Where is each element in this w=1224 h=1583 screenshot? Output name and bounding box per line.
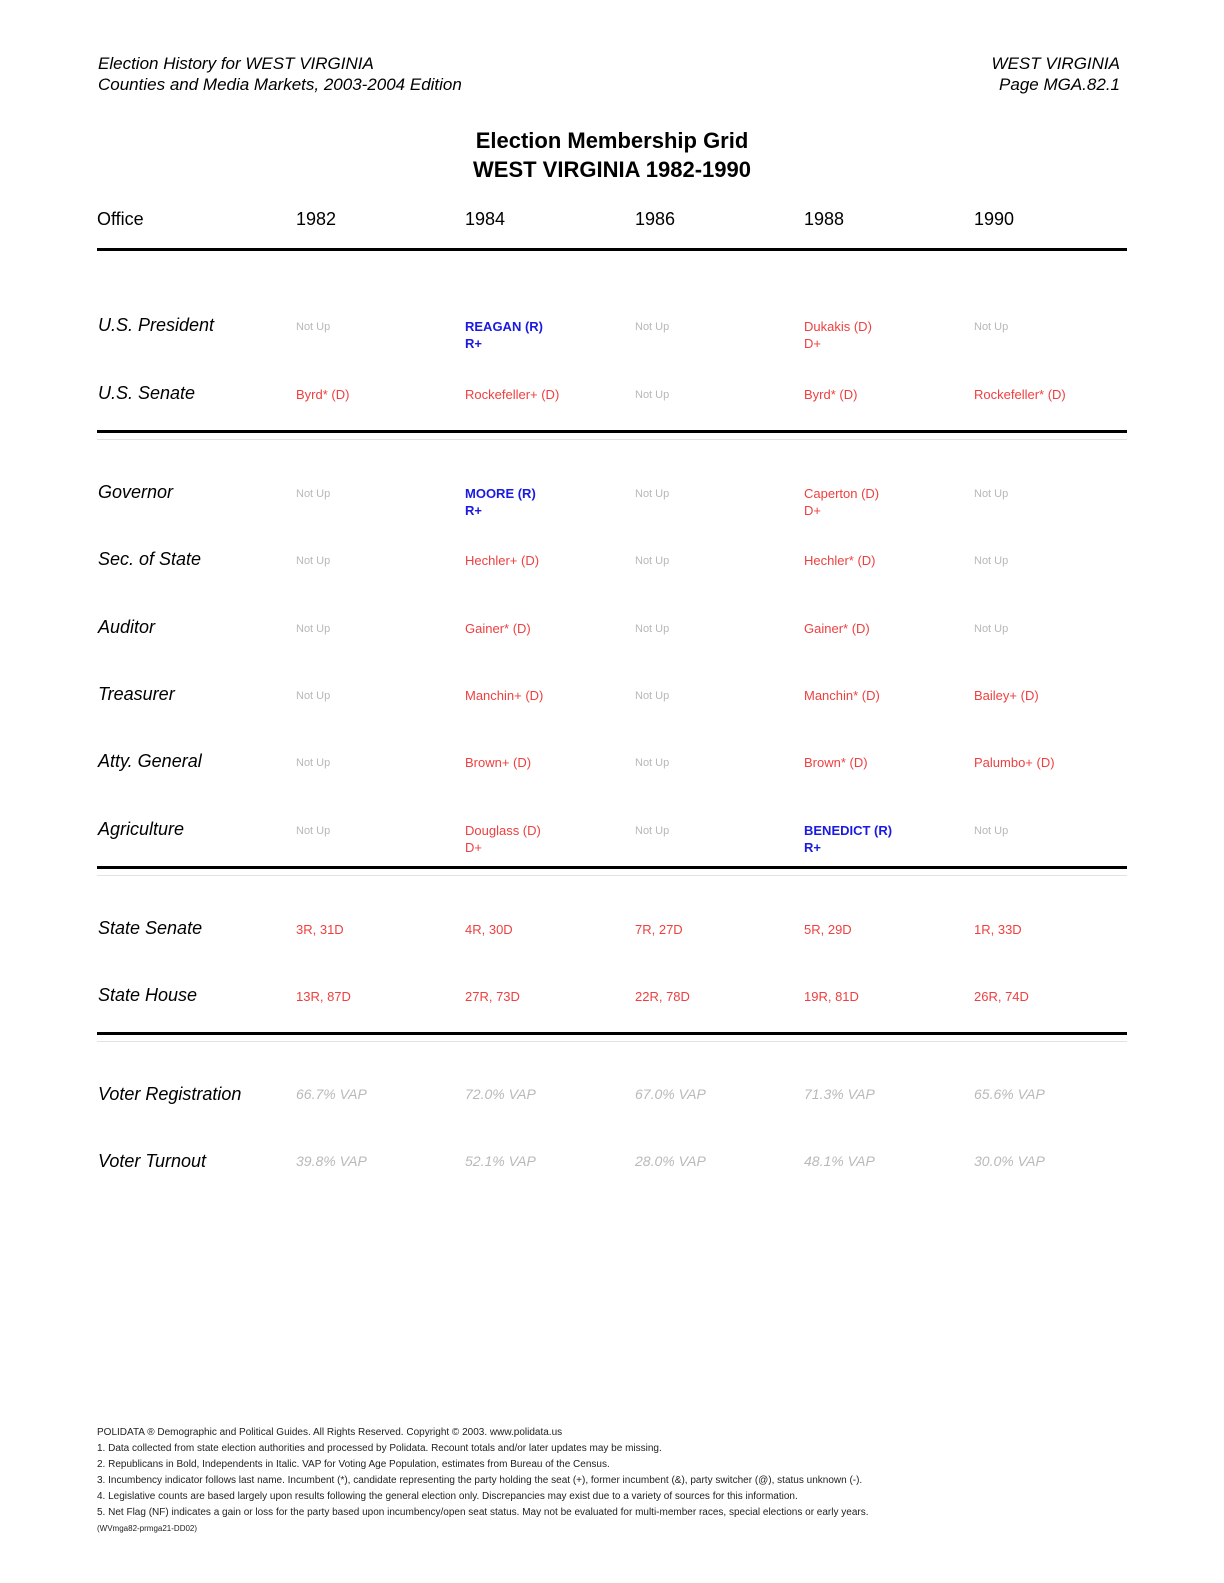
cell-value: Manchin* (D) <box>804 688 880 703</box>
column-header-1986: 1986 <box>635 209 676 229</box>
cell-value: Not Up <box>635 825 670 837</box>
cell-value: Not Up <box>974 488 1009 500</box>
grid-cell <box>296 486 330 503</box>
row-label: Governor <box>98 482 174 502</box>
footnote-5: 5. Net Flag (NF) indicates a gain or loss for the party based upon incumbency/open seat status. May not be evaluated for multi-member races, special elections or early years. <box>97 1507 869 1518</box>
row-label: Agriculture <box>98 819 185 839</box>
cell-value: 52.1% VAP <box>465 1153 536 1169</box>
header-title: Election History for WEST VIRGINIA <box>98 54 374 73</box>
cell-value: Not Up <box>635 321 670 333</box>
cell-value: Not Up <box>296 321 331 333</box>
section-divider <box>97 430 1127 433</box>
cell-value: Brown* (D) <box>804 755 868 770</box>
section-divider-shadow <box>97 439 1127 440</box>
cell-value: 66.7% VAP <box>296 1086 367 1102</box>
title-line2: WEST VIRGINIA 1982-1990 <box>473 157 751 182</box>
grid-cell <box>465 318 543 352</box>
grid-cell <box>804 552 876 569</box>
cell-value: Rockefeller+ (D) <box>465 387 560 402</box>
footnote-code: (WVmga82-prmga21-DD02) <box>97 1524 198 1533</box>
cell-value: 22R, 78D <box>635 989 690 1004</box>
cell-value: Not Up <box>296 825 331 837</box>
footnote-4: 4. Legislative counts are based largely upon results following the general election only. Discrepancies may exist due to a variety of sources for this information. <box>97 1491 798 1502</box>
grid-cell <box>974 921 1022 938</box>
row-label: Atty. General <box>98 751 202 771</box>
cell-flag: R+ <box>465 503 482 518</box>
cell-value: Not Up <box>296 488 331 500</box>
grid-cell <box>974 553 1008 570</box>
cell-value: Not Up <box>635 623 670 635</box>
grid-cell <box>974 621 1008 638</box>
cell-value: 30.0% VAP <box>974 1153 1045 1169</box>
cell-value: Not Up <box>635 690 670 702</box>
cell-value: Byrd* (D) <box>804 387 858 402</box>
grid-cell <box>465 485 536 519</box>
grid-cell <box>974 1153 1045 1170</box>
cell-value: Not Up <box>635 488 670 500</box>
grid-cell <box>635 486 669 503</box>
footnotes <box>97 1425 868 1537</box>
grid-cell <box>465 1086 536 1103</box>
cell-value: 5R, 29D <box>804 922 852 937</box>
header-subtitle: Counties and Media Markets, 2003-2004 Edition <box>98 75 462 94</box>
cell-flag: D+ <box>465 840 482 855</box>
grid-cell <box>465 988 520 1005</box>
cell-value: 4R, 30D <box>465 922 513 937</box>
column-header-1990: 1990 <box>974 209 1015 229</box>
row-label: U.S. Senate <box>98 383 196 403</box>
cell-value: Not Up <box>974 321 1009 333</box>
cell-value: Bailey+ (D) <box>974 688 1039 703</box>
section-divider <box>97 866 1127 869</box>
cell-value: Hechler+ (D) <box>465 553 540 568</box>
cell-value: Manchin+ (D) <box>465 688 544 703</box>
grid-cell <box>635 755 669 772</box>
cell-value: 26R, 74D <box>974 989 1029 1004</box>
cell-value: 65.6% VAP <box>974 1086 1045 1102</box>
grid-cell <box>296 553 330 570</box>
section-divider-shadow <box>97 1041 1127 1042</box>
cell-value: Not Up <box>296 623 331 635</box>
row-label: Treasurer <box>98 684 175 704</box>
footnote-2: 2. Republicans in Bold, Independents in Italic. VAP for Voting Age Population, estimates from Bureau of the Census. <box>97 1459 610 1470</box>
cell-flag: D+ <box>804 503 821 518</box>
grid-cell <box>465 620 531 637</box>
grid-cell <box>635 553 669 570</box>
grid-cell <box>974 754 1055 771</box>
grid-cell <box>296 823 330 840</box>
cell-value: Palumbo+ (D) <box>974 755 1055 770</box>
grid-cell <box>635 1153 706 1170</box>
grid-cell <box>296 755 330 772</box>
grid-cell <box>296 1153 367 1170</box>
grid-cell <box>296 386 349 403</box>
grid-cell <box>804 620 870 637</box>
grid-cell <box>974 486 1008 503</box>
row-label: Voter Registration <box>98 1084 242 1104</box>
cell-value: Not Up <box>296 690 331 702</box>
grid-cell <box>974 319 1008 336</box>
cell-value: 3R, 31D <box>296 922 344 937</box>
cell-value: Not Up <box>635 389 670 401</box>
grid-cell <box>974 988 1029 1005</box>
grid-cell <box>465 754 531 771</box>
grid-cell <box>804 1086 875 1103</box>
cell-value: Gainer* (D) <box>804 621 870 636</box>
grid-cell <box>635 921 683 938</box>
column-header-1984: 1984 <box>465 209 506 229</box>
cell-value: Rockefeller* (D) <box>974 387 1066 402</box>
page-title <box>0 126 1224 184</box>
cell-value: Douglass (D) <box>465 823 541 838</box>
grid-cell <box>635 387 669 404</box>
document-header-right <box>992 53 1120 95</box>
cell-value: 71.3% VAP <box>804 1086 875 1102</box>
header-state: WEST VIRGINIA <box>991 54 1120 73</box>
grid-cell <box>804 754 868 771</box>
cell-flag: D+ <box>804 336 821 351</box>
cell-value: Not Up <box>974 825 1009 837</box>
cell-value: REAGAN (R) <box>465 319 543 334</box>
grid-cell <box>635 823 669 840</box>
cell-flag: R+ <box>465 336 482 351</box>
column-header-1988: 1988 <box>804 209 845 229</box>
title-line1: Election Membership Grid <box>475 128 749 153</box>
grid-cell <box>974 823 1008 840</box>
cell-value: Caperton (D) <box>804 486 880 501</box>
cell-value: Not Up <box>635 555 670 567</box>
grid-cell <box>804 485 879 519</box>
grid-cell <box>296 1086 367 1103</box>
grid-cell <box>635 319 669 336</box>
cell-value: 19R, 81D <box>804 989 859 1004</box>
grid-cell <box>635 688 669 705</box>
grid-cell <box>296 621 330 638</box>
grid-cell <box>635 621 669 638</box>
cell-value: Not Up <box>974 623 1009 635</box>
cell-value: 7R, 27D <box>635 922 683 937</box>
grid-cell <box>804 386 857 403</box>
grid-cell <box>804 687 880 704</box>
footnote-copyright: POLIDATA ® Demographic and Political Guides. All Rights Reserved. Copyright © 2003. www.polidata.us <box>97 1427 563 1438</box>
cell-value: 67.0% VAP <box>635 1086 706 1102</box>
grid-cell <box>296 921 344 938</box>
cell-value: Not Up <box>635 757 670 769</box>
row-label: U.S. President <box>98 315 215 335</box>
section-divider <box>97 1032 1127 1035</box>
footnote-1: 1. Data collected from state election authorities and processed by Polidata. Recount totals and/or later updates may be missing. <box>97 1443 662 1454</box>
cell-value: Dukakis (D) <box>804 319 872 334</box>
cell-value: Not Up <box>296 757 331 769</box>
row-label: State House <box>98 985 198 1005</box>
cell-value: 1R, 33D <box>974 922 1022 937</box>
grid-cell <box>804 921 852 938</box>
cell-value: 48.1% VAP <box>804 1153 875 1169</box>
grid-cell <box>465 552 539 569</box>
cell-value: Not Up <box>974 555 1009 567</box>
cell-value: Byrd* (D) <box>296 387 350 402</box>
grid-cell <box>465 386 559 403</box>
cell-value: Gainer* (D) <box>465 621 531 636</box>
row-label: State Senate <box>98 918 203 938</box>
cell-value: 27R, 73D <box>465 989 520 1004</box>
grid-cell <box>296 319 330 336</box>
grid-cell <box>804 1153 875 1170</box>
grid-cell <box>296 688 330 705</box>
header-rule <box>97 248 1127 251</box>
cell-value: 72.0% VAP <box>465 1086 536 1102</box>
cell-value: Not Up <box>296 555 331 567</box>
cell-value: MOORE (R) <box>465 486 536 501</box>
footnote-3: 3. Incumbency indicator follows last name. Incumbent (*), candidate representing the party holding the seat (+), former incumbent (&), party switcher (@), status unknown (-). <box>97 1475 863 1486</box>
grid-cell <box>974 386 1066 403</box>
grid-cell <box>974 1086 1045 1103</box>
cell-flag: R+ <box>804 840 821 855</box>
row-label: Auditor <box>98 617 156 637</box>
grid-cell <box>804 822 892 856</box>
grid-cell <box>804 988 859 1005</box>
section-divider-shadow <box>97 875 1127 876</box>
cell-value: 13R, 87D <box>296 989 351 1004</box>
cell-value: BENEDICT (R) <box>804 823 893 838</box>
cell-value: 28.0% VAP <box>635 1153 706 1169</box>
grid-cell <box>465 687 543 704</box>
grid-cell <box>974 687 1039 704</box>
grid-cell <box>465 1153 536 1170</box>
grid-cell <box>296 988 351 1005</box>
grid-cell <box>804 318 872 352</box>
grid-cell <box>635 988 690 1005</box>
grid-cell <box>465 921 513 938</box>
cell-value: Brown+ (D) <box>465 755 532 770</box>
grid-cell <box>635 1086 706 1103</box>
row-label: Sec. of State <box>98 549 202 569</box>
grid-cell <box>465 822 541 856</box>
document-header-left <box>98 53 462 95</box>
column-header-1982: 1982 <box>296 209 337 229</box>
page-number: Page MGA.82.1 <box>999 75 1120 94</box>
row-label: Voter Turnout <box>98 1151 207 1171</box>
column-header-office: Office <box>97 209 144 229</box>
cell-value: 39.8% VAP <box>296 1153 367 1169</box>
cell-value: Hechler* (D) <box>804 553 876 568</box>
